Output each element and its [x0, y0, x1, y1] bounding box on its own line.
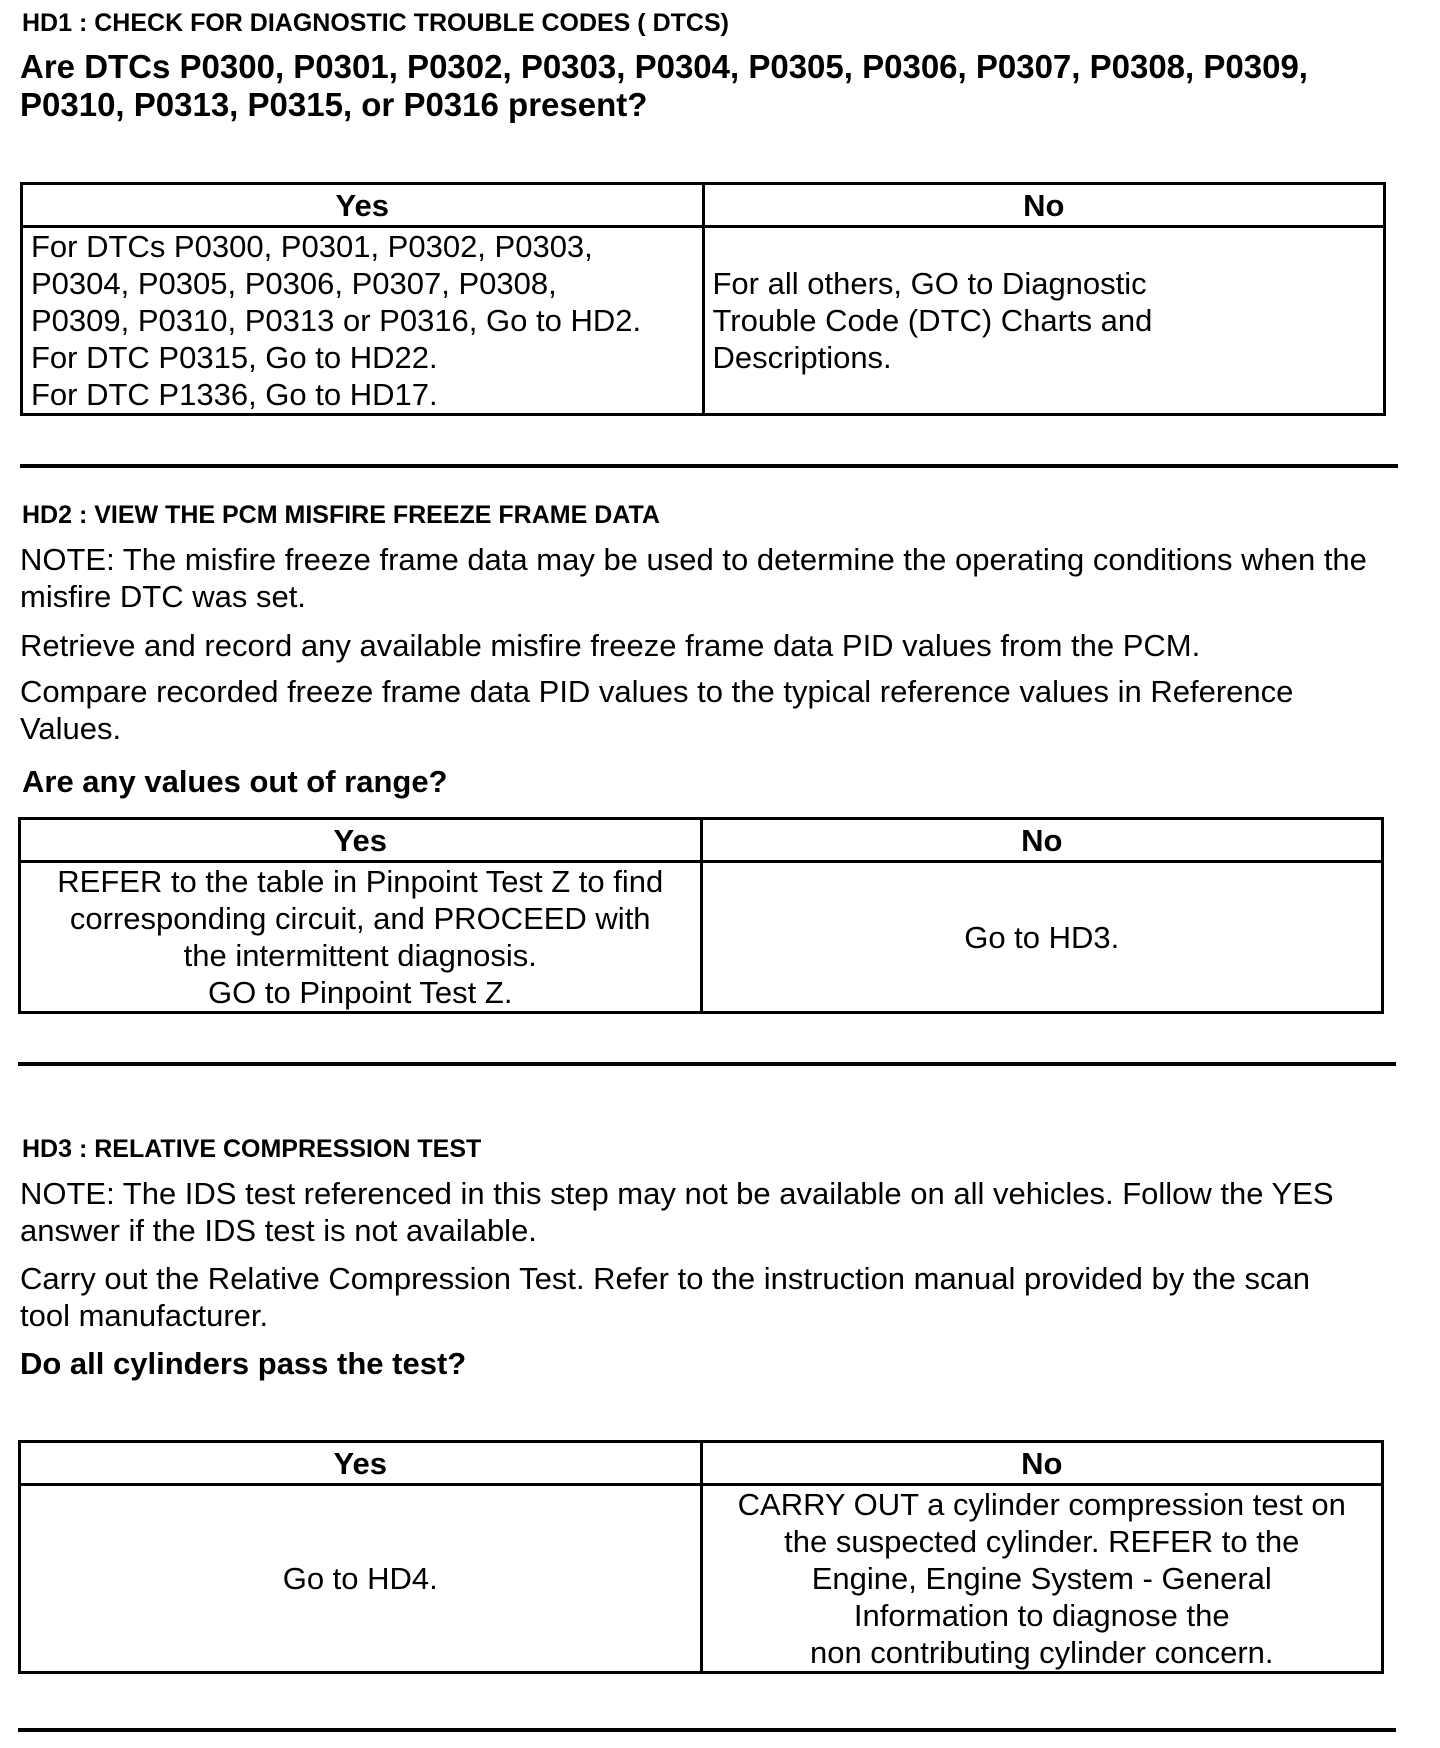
hd3-no-line: the suspected cylinder. REFER to the	[784, 1524, 1300, 1559]
hd1-yes-line: For DTC P0315, Go to HD22.	[31, 340, 438, 375]
hd1-decision-table	[20, 182, 1386, 416]
hd1-yes-line: For DTCs P0300, P0301, P0302, P0303,	[31, 229, 593, 264]
hd2-heading: HD2 : VIEW THE PCM MISFIRE FREEZE FRAME DATA	[22, 501, 660, 529]
hd3-no-cell	[701, 1485, 1383, 1673]
hd1-yes-line: For DTC P1336, Go to HD17.	[31, 377, 438, 412]
hd1-no-line: Trouble Code (DTC) Charts and	[712, 303, 1153, 338]
section-divider	[18, 1062, 1396, 1066]
hd2-yes-line: GO to Pinpoint Test Z.	[208, 975, 513, 1010]
section-divider	[20, 464, 1398, 468]
hd3-heading: HD3 : RELATIVE COMPRESSION TEST	[22, 1135, 482, 1163]
hd1-yes-line: P0309, P0310, P0313 or P0316, Go to HD2.	[31, 303, 642, 338]
hd2-yes-line: corresponding circuit, and PROCEED with	[69, 901, 651, 936]
hd1-heading: HD1 : CHECK FOR DIAGNOSTIC TROUBLE CODES ( DTCS)	[22, 9, 729, 37]
hd2-question: Are any values out of range?	[22, 764, 448, 799]
hd2-yes-line: the intermittent diagnosis.	[183, 938, 537, 973]
hd1-no-header: No	[703, 184, 1385, 227]
hd2-no-cell	[701, 862, 1383, 1013]
section-divider	[18, 1728, 1396, 1732]
hd2-yes-header: Yes	[20, 819, 702, 862]
hd3-step-carry-out: Carry out the Relative Compression Test. Refer to the instruction manual provided by the scan tool manufacturer.	[20, 1261, 1311, 1333]
hd2-step-retrieve: Retrieve and record any available misfire freeze frame data PID values from the PCM.	[20, 628, 1201, 663]
hd3-note: NOTE: The IDS test referenced in this step may not be available on all vehicles. Follow the YES answer if the IDS test is not available.	[20, 1176, 1334, 1248]
hd2-no-text: Go to HD3.	[964, 919, 1120, 955]
hd1-no-cell	[703, 227, 1385, 415]
hd2-no-header: No	[701, 819, 1383, 862]
hd3-yes-header: Yes	[20, 1442, 702, 1485]
hd3-no-line: Engine, Engine System - General	[811, 1561, 1272, 1596]
hd2-yes-line: REFER to the table in Pinpoint Test Z to find	[57, 864, 664, 899]
hd3-no-line: CARRY OUT a cylinder compression test on	[737, 1487, 1346, 1522]
hd3-no-line: Information to diagnose the	[853, 1598, 1230, 1633]
hd2-step-compare: Compare recorded freeze frame data PID values to the typical reference values in Reference Values.	[20, 674, 1294, 746]
hd3-yes-text: Go to HD4.	[282, 1561, 438, 1596]
hd1-yes-line: P0304, P0305, P0306, P0307, P0308,	[31, 266, 557, 301]
hd3-yes-cell	[20, 1485, 702, 1673]
hd3-no-header: No	[701, 1442, 1383, 1485]
hd1-yes-header: Yes	[22, 184, 704, 227]
hd1-no-line: For all others, GO to Diagnostic	[712, 266, 1147, 301]
hd3-no-line: non contributing cylinder concern.	[809, 1635, 1274, 1670]
hd2-decision-table	[18, 817, 1384, 1014]
hd3-question: Do all cylinders pass the test?	[20, 1346, 467, 1381]
hd1-yes-cell	[22, 227, 704, 415]
hd2-note: NOTE: The misfire freeze frame data may be used to determine the operating conditions when the misfire DTC was set.	[20, 542, 1367, 614]
hd3-decision-table	[18, 1440, 1384, 1674]
hd1-no-line: Descriptions.	[712, 340, 892, 375]
hd2-yes-cell	[20, 862, 702, 1013]
hd1-question: Are DTCs P0300, P0301, P0302, P0303, P0304, P0305, P0306, P0307, P0308, P0309, P0310, P0313, P0315, or P0316 present?	[20, 48, 1308, 123]
